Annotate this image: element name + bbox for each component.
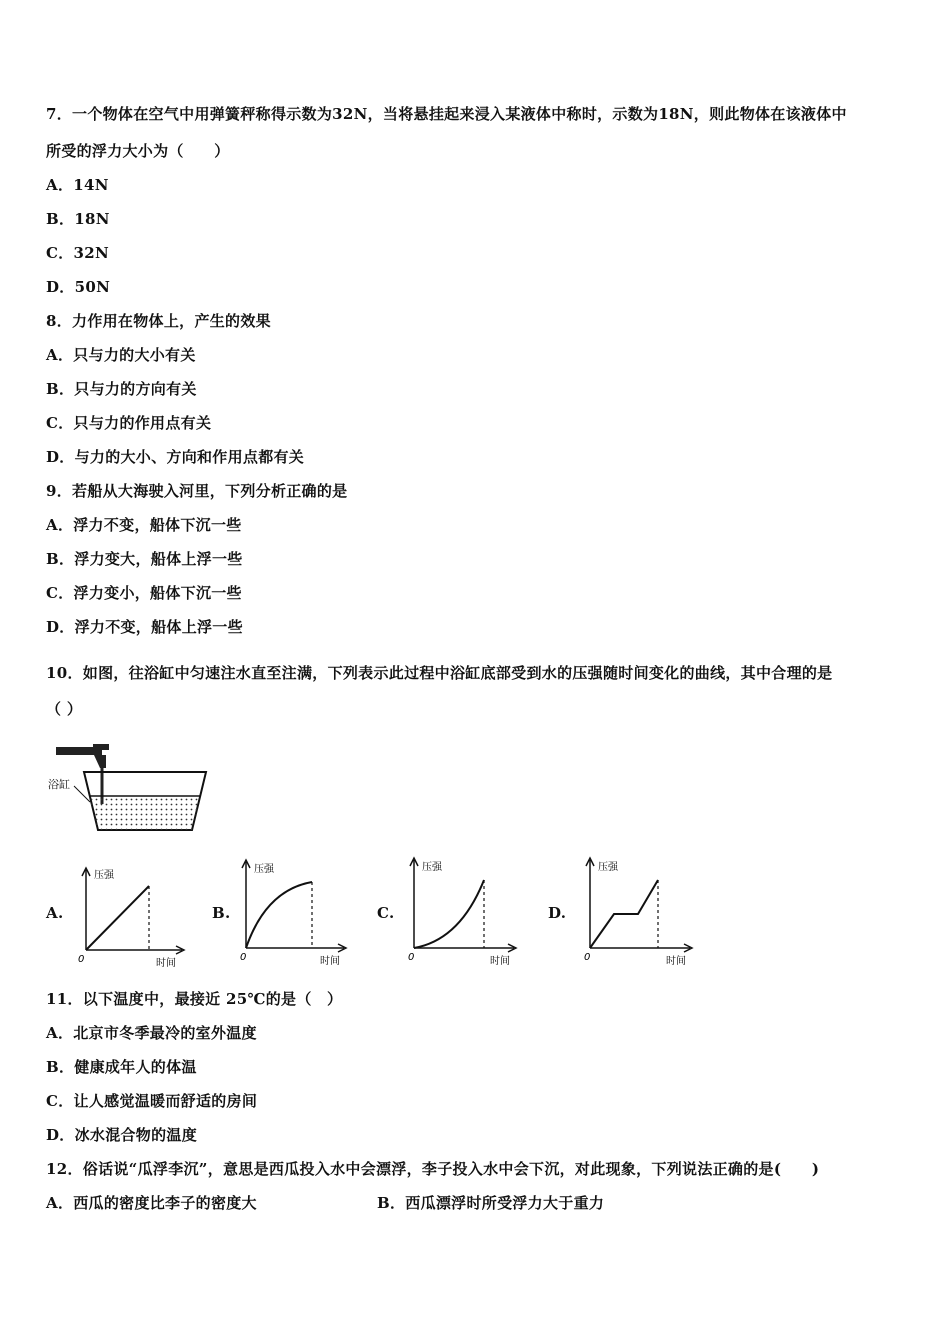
x-label: 时间 (320, 956, 340, 967)
x-label: 时间 (666, 956, 686, 967)
q8-option-c: C．只与力的作用点有关 (46, 414, 212, 432)
q9-stem: 9．若船从大海驶入河里，下列分析正确的是 (46, 482, 348, 500)
q8-option-b: B．只与力的方向有关 (46, 380, 197, 398)
q7-stem-line1: 7．一个物体在空气中用弹簧秤称得示数为32N，当将悬挂起来浸入某液体中称时，示数为18N，则此物体在该液体中 (46, 105, 847, 123)
pressure-curve (590, 880, 658, 948)
graph-b (232, 856, 352, 970)
q9-option-d: D．浮力不变，船体上浮一些 (46, 618, 243, 636)
q9-option-c: C．浮力变小，船体下沉一些 (46, 584, 242, 602)
y-label: 压强 (94, 870, 114, 881)
q10-option-a-label: A. (46, 904, 64, 922)
q7-option-d: D．50N (46, 278, 111, 296)
q11-option-b: B．健康成年人的体温 (46, 1058, 197, 1076)
y-label: 压强 (422, 862, 442, 873)
q10-option-d-label: D. (548, 904, 567, 922)
origin-label: 0 (408, 952, 415, 963)
x-label: 时间 (156, 958, 176, 969)
bathtub-figure (44, 742, 214, 834)
q7-option-a: A．14N (46, 176, 109, 194)
q8-option-d: D．与力的大小、方向和作用点都有关 (46, 448, 305, 466)
q8-option-a: A．只与力的大小有关 (46, 346, 196, 364)
origin-label: 0 (584, 952, 591, 963)
q10-option-c-label: C. (377, 904, 395, 922)
y-label: 压强 (598, 862, 618, 873)
graph-d (578, 854, 702, 970)
faucet-handle (93, 744, 109, 750)
pressure-curve (86, 886, 149, 950)
q9-option-a: A．浮力不变，船体下沉一些 (46, 516, 242, 534)
q12-option-b: B．西瓜漂浮时所受浮力大于重力 (377, 1194, 605, 1212)
origin-label: 0 (78, 954, 85, 965)
q11-stem: 11．以下温度中，最接近 25℃的是（ ） (46, 990, 343, 1008)
q7-option-b: B．18N (46, 210, 110, 228)
origin-label: 0 (240, 952, 247, 963)
q9-option-b: B．浮力变大，船体上浮一些 (46, 550, 243, 568)
q8-stem: 8．力作用在物体上，产生的效果 (46, 312, 271, 330)
q7-stem-line2: 所受的浮力大小为（ ） (46, 142, 230, 160)
y-label: 压强 (254, 864, 274, 875)
q12-stem: 12．俗话说“瓜浮李沉”，意思是西瓜投入水中会漂浮，李子投入水中会下沉，对此现象，下列说法正确的是( ) (46, 1160, 820, 1178)
tub-water (89, 796, 201, 830)
q7-option-c: C．32N (46, 244, 110, 262)
q11-option-d: D．冰水混合物的温度 (46, 1126, 198, 1144)
faucet-spout (94, 755, 106, 768)
graph-c (400, 854, 524, 970)
q10-option-b-label: B. (212, 904, 231, 922)
q11-option-c: C．让人感觉温暖而舒适的房间 (46, 1092, 258, 1110)
q12-option-a: A．西瓜的密度比李子的密度大 (46, 1194, 257, 1212)
x-label: 时间 (490, 956, 510, 967)
q10-stem-line2: （ ） (46, 700, 83, 718)
graph-a (70, 862, 190, 972)
tub-label: 浴缸 (48, 778, 70, 791)
q11-option-a: A．北京市冬季最冷的室外温度 (46, 1024, 257, 1042)
pressure-curve (246, 882, 312, 948)
pressure-curve (414, 880, 484, 948)
q10-stem-line1: 10．如图，往浴缸中匀速注水直至注满，下列表示此过程中浴缸底部受到水的压强随时间变化的曲线，其中合理的是 (46, 664, 833, 682)
